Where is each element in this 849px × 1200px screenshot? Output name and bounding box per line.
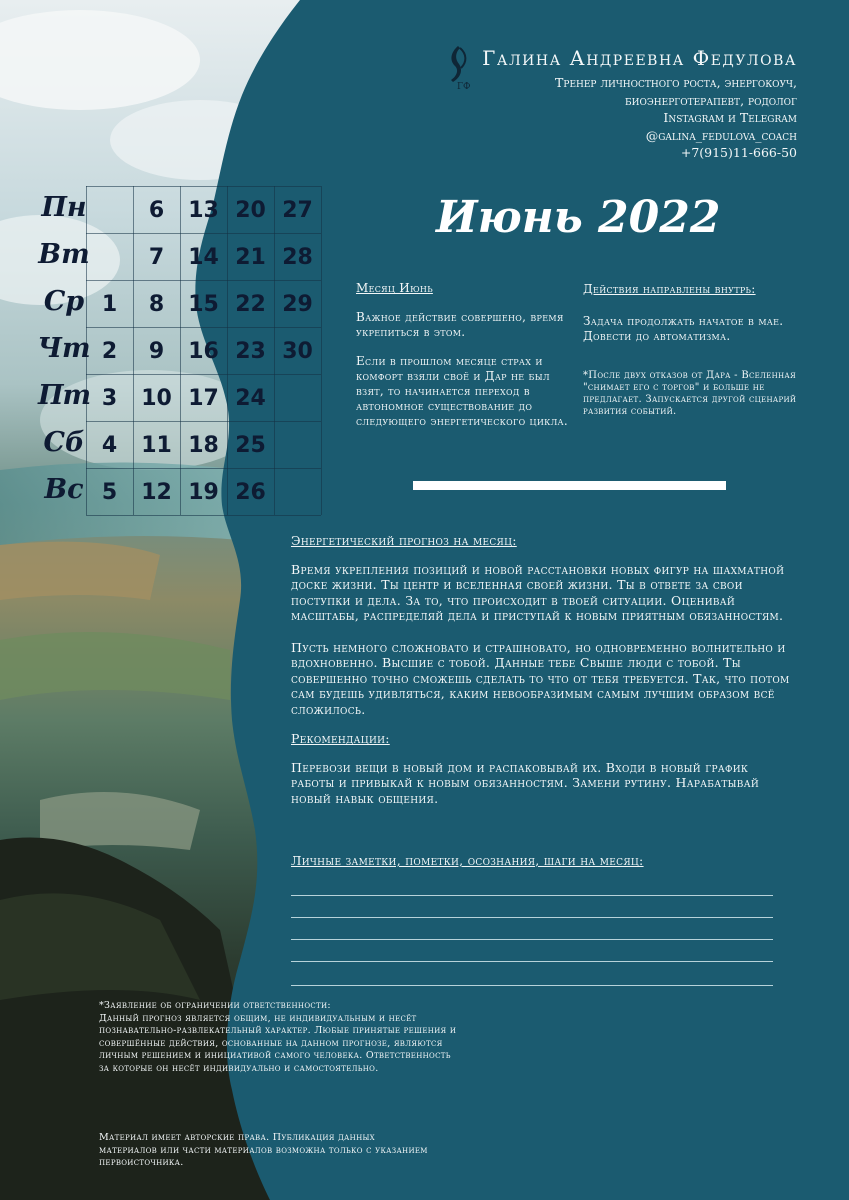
calendar-date[interactable]: 27 (282, 198, 313, 223)
calendar-date[interactable]: 21 (235, 245, 266, 270)
actions-heading: Действия направлены внутрь: (583, 282, 756, 296)
calendar-grid-line (86, 374, 321, 375)
disclaimer (99, 1000, 459, 1075)
calendar-date[interactable]: 20 (235, 198, 266, 223)
forecast-paragraph-2: Пусть немного сложновато и страшновато, но одновременно волнительно и вдохновенно. Высшие с тобой. Данные тебе Свыше люди с тобой. Ты совершенно точно сможешь сделать то что от тебя требуется. Так, что потом сам будешь удивляться, каким невообразимым самым лучшим образом всё сложилось. (291, 639, 790, 717)
calendar-grid-line (86, 468, 321, 469)
calendar-date[interactable]: 9 (148, 339, 165, 364)
note-line[interactable] (291, 895, 773, 896)
month-info-heading: Месяц Июнь (356, 281, 433, 295)
author-name: Галина Андреевна Федулова (482, 46, 797, 70)
note-line[interactable] (291, 961, 773, 962)
calendar-date[interactable]: 12 (141, 480, 172, 505)
weekday-label: Вс (44, 474, 84, 505)
author-social: Instagram и Telegram (663, 110, 797, 125)
calendar-grid-line (86, 327, 321, 328)
calendar-grid-line (86, 515, 321, 516)
author-role-line-1: Тренер личностного роста, энергокоуч, (555, 75, 797, 90)
calendar-grid-line (86, 186, 321, 187)
weekday-label: Сб (43, 427, 85, 458)
weekday-label: Вт (38, 239, 90, 270)
actions-note: *После двух отказов от Дара - Вселенная "снимает его с торгов" и больше не предлагает. Запускается другой сценарий развития событий. (583, 370, 797, 417)
note-line[interactable] (291, 917, 773, 918)
calendar-date[interactable]: 17 (188, 386, 219, 411)
note-line[interactable] (291, 985, 773, 986)
calendar-grid-line (86, 421, 321, 422)
calendar-date[interactable]: 24 (235, 386, 266, 411)
forecast-paragraph-1: Время укрепления позиций и новой расстановки новых фигур на шахматной доске жизни. Ты центр и вселенная своей жизни. Ты в ответе за свои поступки и дела. За то, что происходит в твоей ситуации. Оценивай масштабы, распределяй дела и приступай к новым приятным обязанностям. (291, 561, 785, 623)
calendar-date[interactable]: 28 (282, 245, 313, 270)
section-divider (413, 481, 726, 490)
month-info-paragraph-2: Если в прошлом месяце страх и комфорт взяли своё и Дар не был взят, то начинается переход в автономное существование до следующего энергетического цикла. (356, 354, 569, 428)
calendar-grid-line (86, 233, 321, 234)
calendar-date[interactable]: 30 (282, 339, 313, 364)
calendar-date[interactable]: 8 (148, 292, 165, 317)
calendar-date[interactable]: 3 (101, 386, 118, 411)
note-line[interactable] (291, 939, 773, 940)
calendar-date[interactable]: 22 (235, 292, 266, 317)
forecast-heading: Энергетический прогноз на месяц: (291, 533, 517, 548)
calendar-date[interactable]: 23 (235, 339, 266, 364)
actions-block (583, 282, 801, 418)
calendar-date[interactable]: 29 (282, 292, 313, 317)
author-details (555, 74, 797, 162)
calendar-date[interactable]: 15 (188, 292, 219, 317)
calendar-grid-line (86, 280, 321, 281)
calendar-date[interactable]: 14 (188, 245, 219, 270)
calendar-date[interactable]: 11 (141, 433, 172, 458)
author-role-line-2: биоэнерготерапевт, родолог (625, 92, 797, 108)
logo-text: ГФ (457, 82, 471, 90)
calendar-date[interactable]: 26 (235, 480, 266, 505)
calendar-date[interactable]: 5 (101, 480, 118, 505)
calendar-date[interactable]: 1 (101, 292, 118, 317)
weekday-label: Пт (37, 380, 91, 411)
actions-text: Задача продолжать начатое в мае. Довести до автоматизма. (583, 314, 784, 343)
weekday-label: Чт (37, 333, 91, 364)
author-handle: @galina_fedulova_coach (645, 127, 797, 143)
recommendations-text: Перевози вещи в новый дом и распаковывай их. Входи в новый график работы и привыкай к новым обязанностям. Замени рутину. Нарабатывай новый навык общения. (291, 759, 759, 806)
recommendations-heading: Рекомендации: (291, 731, 390, 746)
author-phone: +7(915)11-666-50 (680, 145, 797, 160)
calendar-date[interactable]: 7 (148, 245, 165, 270)
calendar-grid-line (321, 186, 322, 515)
weekday-label: Ср (43, 286, 85, 317)
calendar-date[interactable]: 25 (235, 433, 266, 458)
calendar-date[interactable]: 18 (188, 433, 219, 458)
calendar-date[interactable]: 19 (188, 480, 219, 505)
calendar-date[interactable]: 2 (101, 339, 118, 364)
calendar-date[interactable]: 4 (101, 433, 118, 458)
calendar-date[interactable]: 13 (188, 198, 219, 223)
forecast-block (291, 533, 791, 822)
month-info-block (356, 281, 574, 443)
disclaimer-title: *Заявление об ограничении ответственности: (99, 1000, 331, 1011)
logo-mark (443, 44, 473, 90)
calendar-date[interactable]: 10 (141, 386, 172, 411)
calendar-date[interactable]: 6 (148, 198, 165, 223)
weekday-label: Пн (41, 192, 87, 223)
month-title: Июнь 2022 (436, 192, 721, 243)
calendar-date[interactable]: 16 (188, 339, 219, 364)
disclaimer-text: Данный прогноз является общим, не индивидуальным и несёт познавательно-развлекательный характер. Любые принятые решения и совершённые действия, основанные на данном прогнозе, являются личным решением и инициативой самого человека. Ответственность за которые он несёт индивидуально и самостоятельно. (99, 1012, 457, 1074)
month-info-paragraph-1: Важное действие совершено, время укрепиться в этом. (356, 310, 564, 339)
copyright-note: Материал имеет авторские права. Публикация данных материалов или части материалов возможна только с указанием первоисточника. (99, 1132, 428, 1168)
notes-heading: Личные заметки, пометки, осознания, шаги на месяц: (291, 853, 644, 868)
